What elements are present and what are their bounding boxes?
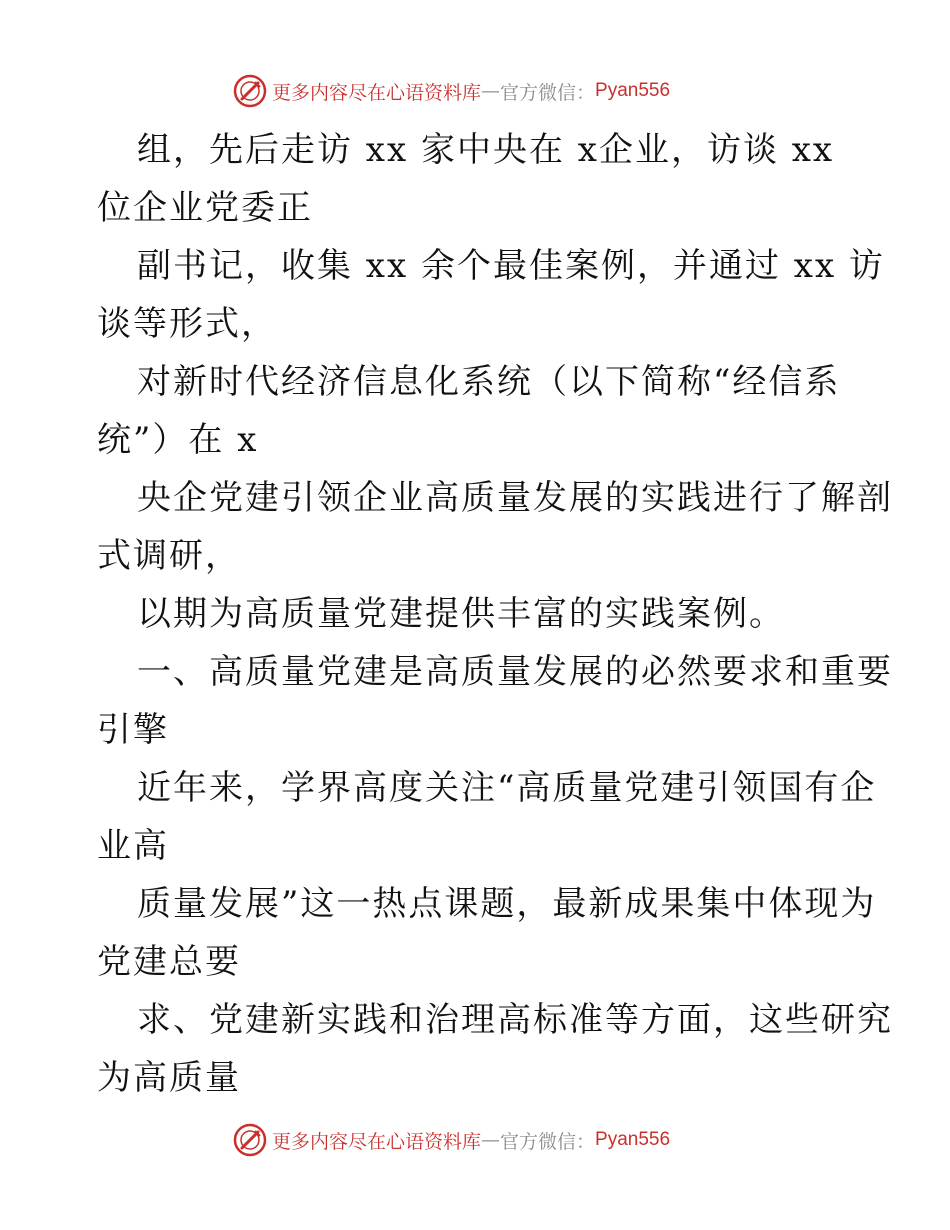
paragraph [97, 353, 857, 469]
paragraph [97, 875, 877, 991]
paragraph-line: 为高质量 [97, 1058, 241, 1098]
watermark-wechat-id: Pyan556 [595, 80, 671, 101]
watermark-title: 更多内容尽在心语资料库 [272, 81, 482, 104]
watermark-title: 更多内容尽在心语资料库 [272, 1130, 482, 1153]
paragraph [97, 759, 877, 875]
paragraph [97, 991, 893, 1107]
watermark-wechat-label: 官方微信： [500, 81, 596, 104]
paragraph-line: 央企党建引领企业高质量发展的实践进行了解剖 [137, 478, 893, 518]
paragraph-line: 组，先后走访 xx 家中央在 x企业，访谈 xx [137, 130, 835, 170]
paragraph-line: 党建总要 [97, 942, 241, 982]
paragraph [97, 121, 857, 237]
paragraph-line: 引擎 [97, 710, 169, 750]
paragraph-line: 质量发展”这一热点课题，最新成果集中体现为 [137, 884, 877, 924]
watermark-wechat-label: 官方微信： [500, 1130, 596, 1153]
watermark-separator: — [481, 80, 501, 102]
paragraph-line: 以期为高质量党建提供丰富的实践案例。 [137, 594, 785, 634]
paragraph-line: 谈等形式， [97, 304, 277, 344]
watermark-wechat-id: Pyan556 [595, 1129, 671, 1150]
paragraph-line: 业高 [97, 826, 169, 866]
paragraph-line: 位企业党委正 [97, 188, 313, 228]
paragraph [97, 237, 885, 353]
paragraph-line: 式调研， [97, 536, 241, 576]
document-body [97, 121, 893, 1107]
paragraph [97, 585, 857, 643]
paragraph [97, 469, 893, 585]
paragraph-line: 近年来，学界高度关注“高质量党建引领国有企 [137, 768, 877, 808]
logo-icon [232, 73, 268, 109]
paragraph-line: 一、高质量党建是高质量发展的必然要求和重要 [137, 652, 893, 692]
watermark-separator: — [481, 1129, 501, 1151]
paragraph-line: 对新时代经济信息化系统（以下简称“经信系 [137, 362, 841, 402]
paragraph-line: 副书记，收集 xx 余个最佳案例，并通过 xx 访 [137, 246, 885, 286]
section-heading [97, 643, 893, 759]
logo-icon [232, 1122, 268, 1158]
paragraph-line: 求、党建新实践和治理高标准等方面，这些研究 [137, 1000, 893, 1040]
footer-watermark [232, 1120, 670, 1160]
paragraph-line: 统”）在 x [97, 420, 259, 460]
header-watermark [232, 71, 670, 111]
